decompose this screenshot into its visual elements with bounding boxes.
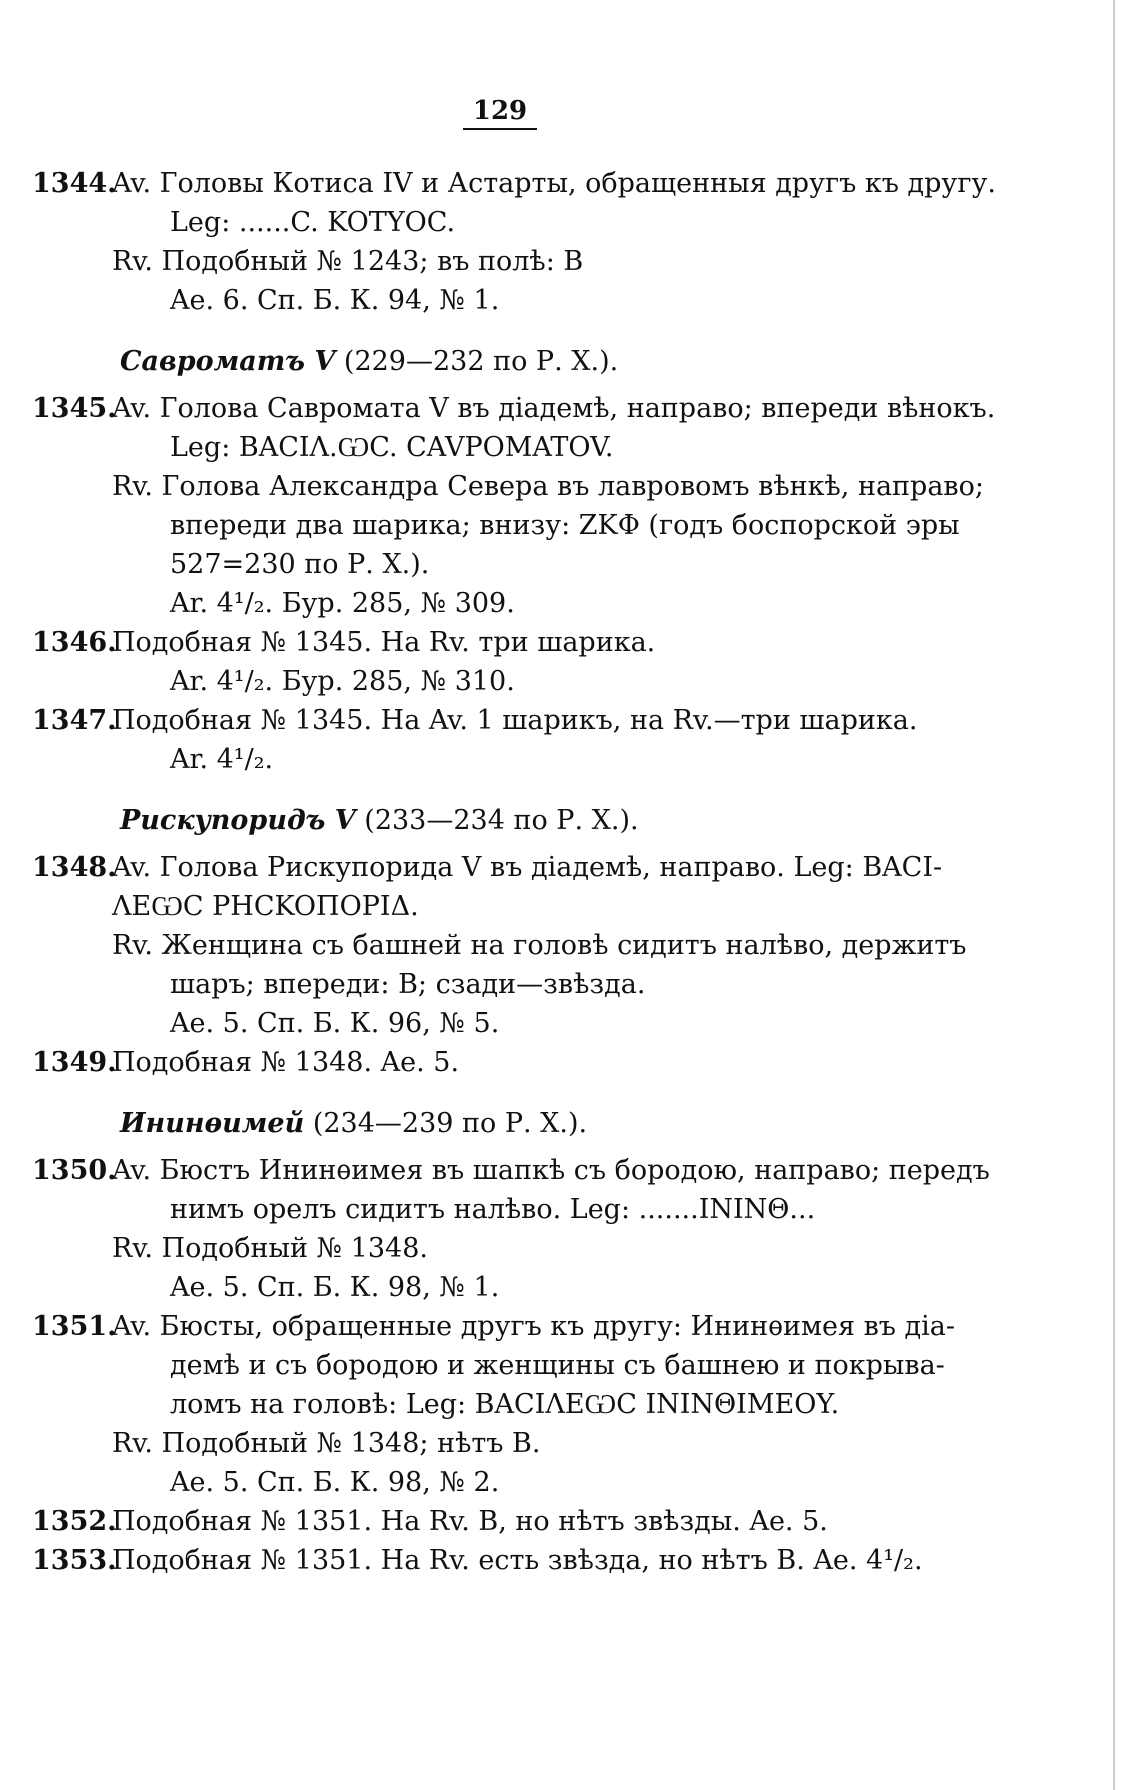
- continuation-line: нимъ орелъ сидитъ налѣво. Leg: .......ININΘ...: [170, 1194, 816, 1225]
- catalogue-entry-line: [32, 1043, 962, 1082]
- entry-number: 1347.: [32, 705, 117, 736]
- continuation-line: Ae. 5. Сп. Б. К. 98, № 1.: [170, 1272, 500, 1303]
- catalogue-entry-line: [32, 1151, 990, 1190]
- entry-text: Подобная № 1351. На Rv. B, но нѣтъ звѣзды. Ae. 5.: [112, 1506, 828, 1537]
- continuation-line: ломъ на головѣ: Leg: BACIΛΕѠC ININΘIMΕOY.: [170, 1389, 840, 1420]
- ruler-heading: [32, 1104, 962, 1143]
- catalogue-entry-line: [32, 164, 996, 203]
- entry-text: Av. Бюстъ Ининѳимея въ шапкѣ съ бородою, направо; передъ: [112, 1155, 990, 1186]
- continuation-line: Ar. 4¹/₂. Бур. 285, № 309.: [170, 588, 515, 619]
- entry-number: 1351.: [32, 1311, 117, 1342]
- entry-text: Подобная № 1345. На Rv. три шарика.: [112, 627, 656, 658]
- ruler-name: Рискупоридъ V: [120, 805, 356, 836]
- entry-text: Подобная № 1351. На Rv. есть звѣзда, но нѣтъ B. Ae. 4¹/₂.: [112, 1545, 923, 1576]
- entry-text: Av. Голова Рискупорида V въ діадемѣ, направо. Leg: BACI-: [112, 852, 943, 883]
- ruler-heading: [32, 342, 962, 381]
- continuation-line: впереди два шарика; внизу: ZKΦ (годъ боспорской эры: [170, 510, 960, 541]
- entry-number: 1344.: [32, 168, 117, 199]
- ruler-dates: (229—232 по Р. Х.).: [335, 346, 619, 377]
- ruler-heading: [32, 801, 962, 840]
- continuation-line: Rv. Женщина съ башней на головѣ сидитъ налѣво, держитъ: [112, 930, 967, 961]
- entry-text: Подобная № 1345. На Av. 1 шарикъ, на Rv.—три шарика.: [112, 705, 918, 736]
- continuation-line: 527=230 по Р. Х.).: [170, 549, 430, 580]
- continuation-line: Rv. Подобный № 1348; нѣтъ B.: [112, 1428, 541, 1459]
- entry-text: Av. Бюсты, обращенные другъ къ другу: Ининѳимея въ діа-: [112, 1311, 956, 1342]
- entry-text: Av. Голова Савромата V въ діадемѣ, направо; впереди вѣнокъ.: [112, 393, 996, 424]
- catalogue-text: [32, 164, 996, 1580]
- entry-number: 1352.: [32, 1506, 117, 1537]
- page-edge-line: [1113, 0, 1115, 1790]
- continuation-line: Ar. 4¹/₂. Бур. 285, № 310.: [170, 666, 515, 697]
- entry-text: Av. Головы Котиса IV и Астарты, обращенныя другъ къ другу.: [112, 168, 996, 199]
- continuation-line: Ae. 6. Сп. Б. К. 94, № 1.: [170, 285, 500, 316]
- continuation-line: Leg: BACIΛ.ѠC. CAVPOMATOV.: [170, 432, 614, 463]
- catalogue-entry-line: [32, 389, 996, 428]
- catalogue-entry-line: [32, 701, 962, 740]
- continuation-line: ΛΕѠC PHCKOПOPIΔ.: [112, 891, 419, 922]
- catalogue-entry-line: [32, 1502, 962, 1541]
- entry-number: 1353.: [32, 1545, 117, 1576]
- catalogue-entry-line: [32, 1307, 962, 1346]
- continuation-line: Ae. 5. Сп. Б. К. 98, № 2.: [170, 1467, 500, 1498]
- entry-text: Подобная № 1348. Ae. 5.: [112, 1047, 460, 1078]
- ruler-dates: (233—234 по Р. Х.).: [355, 805, 639, 836]
- entry-number: 1348.: [32, 852, 117, 883]
- continuation-line: Ar. 4¹/₂.: [170, 744, 274, 775]
- page-number: 129: [0, 96, 1000, 126]
- continuation-line: Ae. 5. Сп. Б. К. 96, № 5.: [170, 1008, 500, 1039]
- catalogue-entry-line: [32, 1541, 962, 1580]
- continuation-line: Leg: ......C. KOTYOC.: [170, 207, 456, 238]
- ruler-dates: (234—239 по Р. Х.).: [304, 1108, 588, 1139]
- catalogue-entry-line: [32, 623, 962, 662]
- continuation-line: Rv. Подобный № 1243; въ полѣ: B: [112, 246, 584, 277]
- continuation-line: Rv. Подобный № 1348.: [112, 1233, 428, 1264]
- catalogue-entry-line: [32, 848, 962, 887]
- entry-number: 1350.: [32, 1155, 117, 1186]
- continuation-line: демѣ и съ бородою и женщины съ башнею и покрыва-: [170, 1350, 945, 1381]
- entry-number: 1345.: [32, 393, 117, 424]
- entry-number: 1349.: [32, 1047, 117, 1078]
- continuation-line: Rv. Голова Александра Севера въ лавровомъ вѣнкѣ, направо;: [112, 471, 984, 502]
- entry-number: 1346.: [32, 627, 117, 658]
- continuation-line: шаръ; впереди: B; сзади—звѣзда.: [170, 969, 646, 1000]
- ruler-name: Ининѳимей: [120, 1108, 305, 1139]
- ruler-name: Савроматъ V: [120, 346, 336, 377]
